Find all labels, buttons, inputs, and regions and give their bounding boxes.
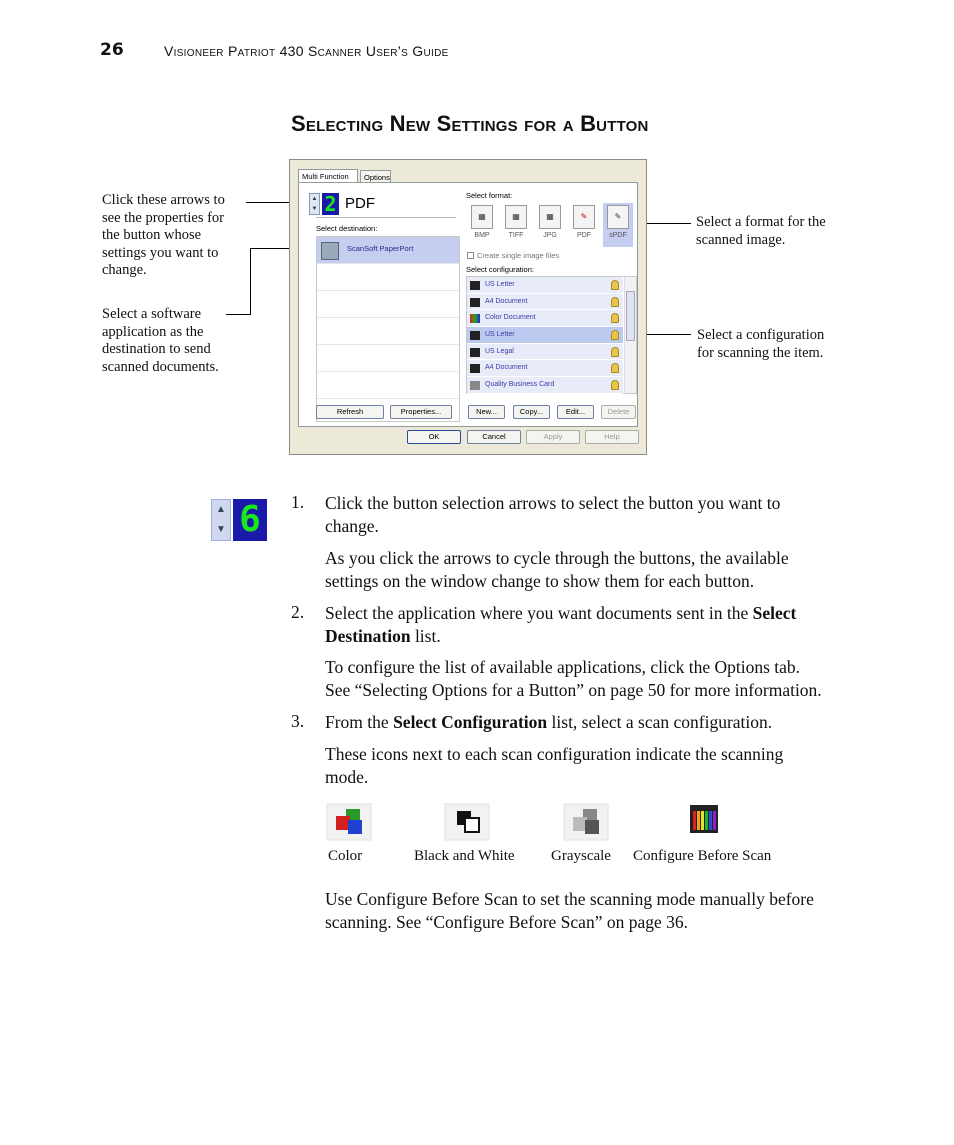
new-button[interactable]: New... <box>468 405 505 419</box>
section-title: Selecting New Settings for a Button <box>291 111 649 136</box>
mode-label-black-and-white: Black and White <box>414 848 515 864</box>
page-number: 26 <box>100 40 124 60</box>
callout-line: see the properties for <box>102 209 224 226</box>
list-item[interactable]: A4 Document <box>467 360 623 377</box>
button-selector-illustration <box>211 499 267 541</box>
button-name: PDF <box>345 195 375 212</box>
step-text: Click the button selection arrows to select the button you want to change. <box>325 493 781 536</box>
lock-icon <box>611 363 619 373</box>
callout-line: application as the <box>102 323 204 340</box>
list-item[interactable] <box>317 372 459 399</box>
step-note: To configure the list of available applications, click the Options tab. See “Selecting Options for a Button” on page 50 for more information. <box>325 657 822 700</box>
black-and-white-icon <box>470 364 480 373</box>
copy-button[interactable]: Copy... <box>513 405 550 419</box>
list-item[interactable] <box>317 318 459 345</box>
delete-button[interactable]: Delete <box>601 405 636 419</box>
callout-line: settings you want to <box>102 244 219 261</box>
lock-icon <box>611 280 619 290</box>
lock-icon <box>611 297 619 307</box>
cancel-button[interactable]: Cancel <box>467 430 521 444</box>
list-item[interactable]: US Letter <box>467 327 623 344</box>
leader-line <box>226 314 251 315</box>
black-and-white-icon <box>470 298 480 307</box>
tab-multi-function[interactable]: Multi Function <box>298 169 358 183</box>
callout-line: Select a configuration <box>697 327 825 343</box>
format-jpg[interactable]: ▦ JPG <box>535 203 565 247</box>
jpg-icon: ▦ <box>539 205 561 229</box>
callout-line: scanned documents. <box>102 358 219 375</box>
format-tiff[interactable]: ▦ TIFF <box>501 203 531 247</box>
color-mode-icon <box>326 803 372 841</box>
callout-line: Click these arrows to <box>102 192 225 208</box>
configuration-scrollbar[interactable] <box>624 277 636 393</box>
mode-label-configure-before-scan: Configure Before Scan <box>633 848 772 864</box>
scrollbar-thumb[interactable] <box>626 291 635 341</box>
button-number-display: 2 <box>322 193 339 215</box>
help-button[interactable]: Help <box>585 430 639 444</box>
list-item[interactable]: Color Document <box>467 310 623 327</box>
mode-label-color: Color <box>328 848 363 864</box>
step-note: As you click the arrows to cycle through the buttons, the available settings on the window change to show them for each button. <box>325 548 789 591</box>
edit-button[interactable]: Edit... <box>557 405 594 419</box>
list-item[interactable] <box>317 264 459 291</box>
list-item[interactable] <box>317 291 459 318</box>
step-number: 1. <box>291 492 305 512</box>
apply-button[interactable]: Apply <box>526 430 580 444</box>
create-single-checkbox[interactable] <box>467 252 474 259</box>
tab-options[interactable]: Options <box>360 170 391 183</box>
select-configuration-label: Select configuration: <box>466 265 534 274</box>
lock-icon <box>611 313 619 323</box>
callout-line: for scanning the item. <box>697 344 824 361</box>
configuration-list[interactable] <box>466 276 637 394</box>
list-item[interactable]: Quality Business Card <box>467 377 623 394</box>
tab-panel <box>298 182 638 427</box>
black-and-white-icon <box>470 281 480 290</box>
format-pdf[interactable]: ✎ PDF <box>569 203 599 247</box>
properties-button[interactable]: Properties... <box>390 405 452 419</box>
step-number: 3. <box>291 711 305 731</box>
ok-button[interactable]: OK <box>407 430 461 444</box>
list-item[interactable] <box>317 237 459 264</box>
black-and-white-mode-icon <box>444 803 490 841</box>
callout-line: scanned image. <box>696 231 786 248</box>
lock-icon <box>611 330 619 340</box>
select-destination-label: Select destination: <box>316 224 378 233</box>
closing-paragraph: Use Configure Before Scan to set the scanning mode manually before scanning. See “Configure Before Scan” on page 36. <box>325 889 814 932</box>
callout-configuration <box>697 327 824 362</box>
refresh-button[interactable]: Refresh <box>316 405 384 419</box>
up-down-arrows-icon: ▲ ▼ <box>211 499 231 541</box>
grayscale-icon <box>470 381 480 390</box>
lock-icon <box>611 380 619 390</box>
tiff-icon: ▦ <box>505 205 527 229</box>
format-bmp[interactable]: ▦ BMP <box>467 203 497 247</box>
callout-format <box>696 214 826 249</box>
running-header-title: Visioneer Patriot 430 Scanner User’s Guide <box>164 43 449 59</box>
callout-line: Select a software <box>102 306 202 322</box>
bmp-icon: ▦ <box>471 205 493 229</box>
grayscale-mode-icon <box>563 803 609 841</box>
callout-line: the button whose <box>102 227 202 243</box>
spdf-icon: ✎ <box>607 205 629 229</box>
create-single-label: Create single image files <box>477 251 560 260</box>
button-properties-dialog <box>289 159 647 455</box>
callout-line: destination to send <box>102 341 211 357</box>
callout-software <box>102 306 219 376</box>
step-text: From the Select Configuration list, select a scan configuration. <box>325 712 773 732</box>
destination-label: ScanSoft PaperPort <box>347 244 414 253</box>
pdf-icon: ✎ <box>573 205 595 229</box>
configure-before-scan-icon <box>688 802 720 836</box>
lcd-digit-display: 6 <box>233 499 267 541</box>
mode-label-grayscale: Grayscale <box>551 848 611 864</box>
step-number: 2. <box>291 602 305 622</box>
black-and-white-icon <box>470 348 480 357</box>
leader-line <box>250 248 251 315</box>
format-spdf[interactable]: ✎ sPDF <box>603 203 633 247</box>
list-item[interactable]: US Letter <box>467 277 623 294</box>
callout-line: change. <box>102 262 147 278</box>
destination-list[interactable] <box>316 236 460 422</box>
color-icon <box>470 314 480 323</box>
step-text: Select the application where you want documents sent in the Select Destination list. <box>325 603 797 646</box>
callout-line: Select a format for the <box>696 214 826 230</box>
divider <box>316 217 456 218</box>
select-format-label: Select format: <box>466 191 513 200</box>
black-and-white-icon <box>470 331 480 340</box>
step-note: These icons next to each scan configuration indicate the scanning mode. <box>325 744 784 787</box>
list-item[interactable]: US Legal <box>467 344 623 361</box>
paperport-icon <box>321 242 339 260</box>
button-selector-arrows[interactable]: ▲ ▼ <box>309 193 320 215</box>
callout-arrows <box>102 192 225 280</box>
list-item[interactable]: A4 Document <box>467 294 623 311</box>
lock-icon <box>611 347 619 357</box>
list-item[interactable] <box>317 345 459 372</box>
